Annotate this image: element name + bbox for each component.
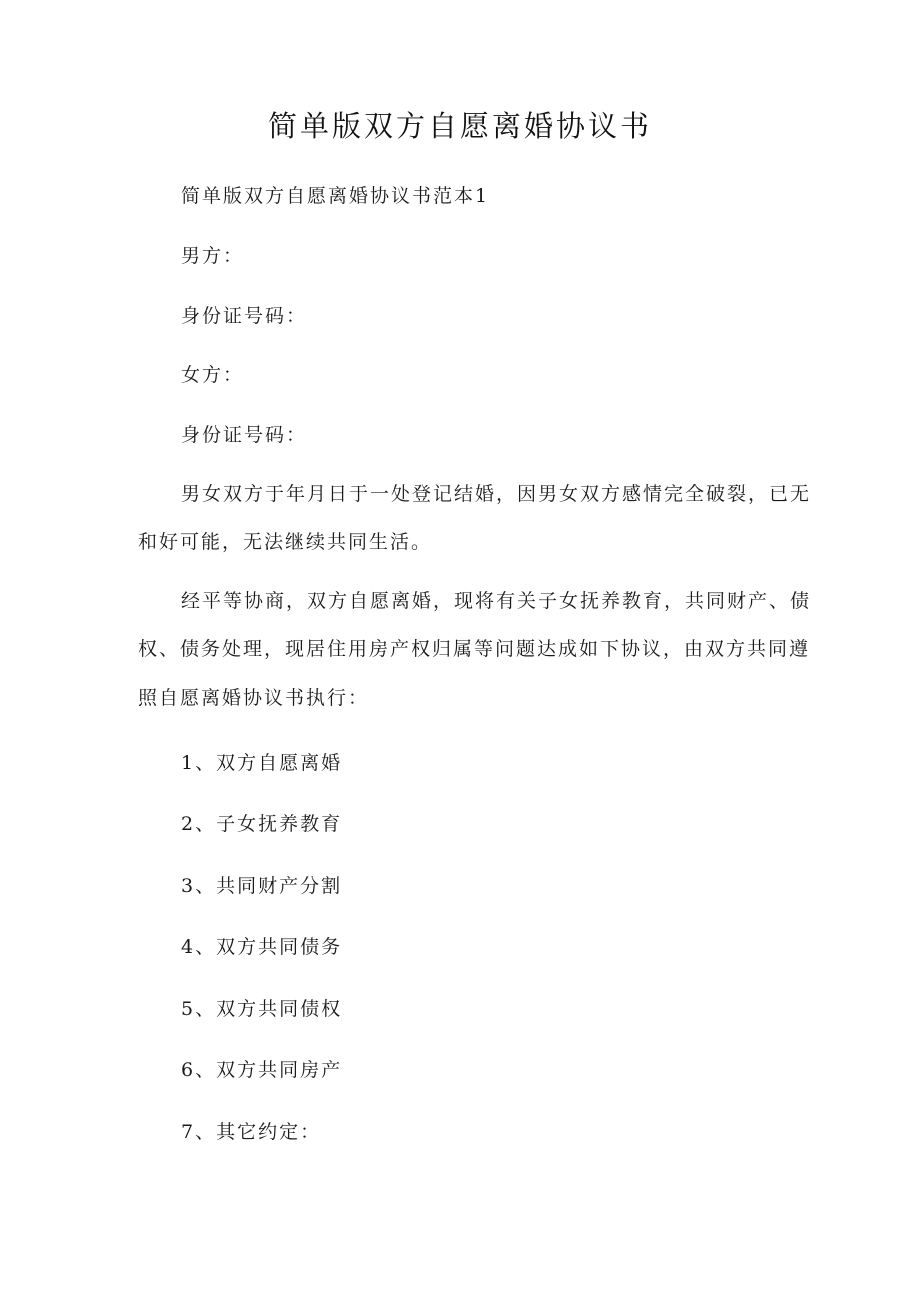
paragraph-2-line-3: 照自愿离婚协议书执行： bbox=[138, 687, 370, 709]
paragraph-1-line-2: 和好可能，无法继续共同生活。 bbox=[138, 531, 433, 553]
female-id-label: 身份证号码： bbox=[181, 424, 308, 446]
male-party-label: 男方： bbox=[181, 245, 245, 267]
male-id-label: 身份证号码： bbox=[181, 305, 308, 327]
document-title: 简单版双方自愿离婚协议书 bbox=[267, 109, 652, 143]
female-party-label: 女方： bbox=[181, 364, 245, 386]
list-item: 6、双方共同房产 bbox=[181, 1059, 343, 1081]
list-item: 4、双方共同债务 bbox=[181, 936, 343, 958]
paragraph-2-line-1: 经平等协商，双方自愿离婚，现将有关子女抚养教育，共同财产、债 bbox=[181, 590, 812, 612]
list-item: 3、共同财产分割 bbox=[181, 875, 343, 897]
document-subtitle: 简单版双方自愿离婚协议书范本1 bbox=[181, 185, 490, 207]
paragraph-2-line-2: 权、债务处理，现居住用房产权归属等问题达成如下协议，由双方共同遵 bbox=[138, 638, 811, 660]
list-item: 7、其它约定： bbox=[181, 1121, 322, 1143]
list-item: 2、子女抚养教育 bbox=[181, 813, 343, 835]
paragraph-1-line-1: 男女双方于年月日于一处登记结婚，因男女双方感情完全破裂，已无 bbox=[181, 483, 812, 505]
list-item: 1、双方自愿离婚 bbox=[181, 752, 343, 774]
list-item: 5、双方共同债权 bbox=[181, 998, 343, 1020]
